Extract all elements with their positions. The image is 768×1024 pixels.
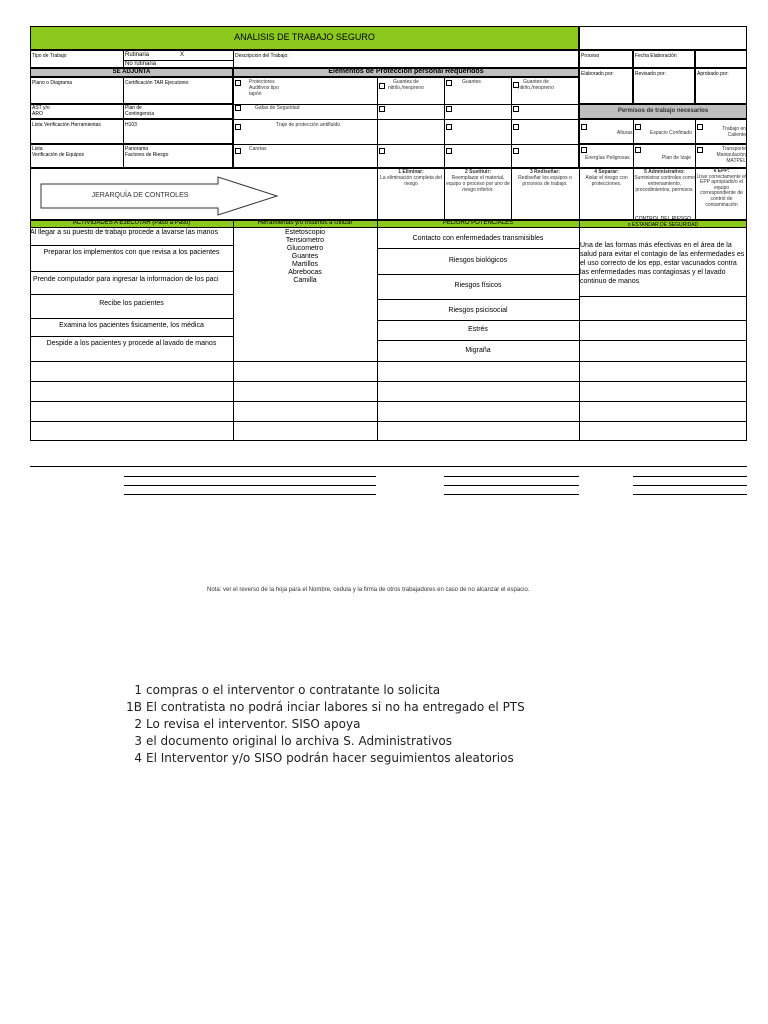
- desc-divider: [233, 50, 234, 68]
- actividades-header: ACTIVIDADES A EJECUTAR (Paso a Paso): [72, 220, 191, 226]
- redisenar-title: 3 Rediseñar:: [529, 169, 560, 175]
- act-line-1: [30, 245, 233, 246]
- guantes-nitrilo-checkbox[interactable]: [379, 83, 385, 89]
- footer-item-number: 3: [134, 734, 142, 748]
- jerarquia-separar: [580, 169, 633, 187]
- espacio-confinado-checkbox[interactable]: [635, 124, 641, 130]
- tipo-trabajo-label: Tipo de Trabajo: [32, 53, 67, 59]
- elaborado-label: Elaborado por:: [581, 71, 614, 77]
- footer-item-text: Lo revisa el interventor. SISO apoya: [146, 717, 361, 731]
- espacio-confinado-label: Espacio Confinado: [650, 130, 692, 136]
- herramienta-item: Estetoscopio: [284, 229, 326, 236]
- gafas-checkbox[interactable]: [235, 105, 241, 111]
- izaje-checkbox[interactable]: [635, 147, 641, 153]
- fecha-label: Fecha Elaboración: [635, 53, 677, 59]
- peligro-5: Estrés: [468, 326, 488, 333]
- footer-item-number: 4: [134, 751, 142, 765]
- footer-item-text: compras o el interventor o contratante lo solicita: [146, 683, 441, 697]
- act-line-8: [30, 401, 747, 402]
- control-line-3: [579, 340, 747, 341]
- se-adjunta-label: SE ADJUNTA: [112, 69, 151, 75]
- peligro-line-5: [377, 340, 579, 341]
- peligro-6: Migraña: [465, 347, 491, 354]
- peligro-3: Riesgos físicos: [454, 282, 502, 289]
- herramienta-item: Tensiometro: [285, 237, 325, 244]
- control-line-4: [579, 361, 747, 362]
- peligro-line-2: [377, 274, 579, 275]
- traje-label: Traje de protección antifluido: [276, 122, 341, 128]
- caretas-label: Caretas: [249, 146, 267, 152]
- guantes-nitrilo-2-label: Guantes de nitrilo,/neopreno: [518, 79, 554, 91]
- actividad-4: Recibe los pacientes: [99, 300, 164, 307]
- page-title: ANALISIS DE TRABAJO SEGURO: [234, 32, 375, 42]
- header-row: [30, 50, 579, 68]
- energias-checkbox[interactable]: [581, 147, 587, 153]
- izaje-label: Plan de Izaje: [662, 155, 691, 161]
- guantes-checkbox[interactable]: [446, 80, 452, 86]
- herramientas-list: [233, 229, 377, 285]
- control-header: CONTROL DEL RIESGO o ESTANDAR DE SEGURIDAD: [627, 216, 699, 228]
- herramienta-item: Guantes: [291, 253, 319, 260]
- protectores-label: Protectores Auditivos tipo tapón: [249, 79, 279, 97]
- guantes-label: Guantes: [462, 79, 481, 85]
- footer-item: [118, 750, 718, 767]
- footer-item: [118, 699, 718, 716]
- peligro-1: Contacto con enfermedades transmisibles: [412, 235, 544, 242]
- signature-line-a1: [124, 476, 376, 477]
- eliminar-title: 1 Eliminar:: [398, 169, 424, 175]
- epp-row-line-3: [233, 144, 579, 145]
- control-line-1: [579, 296, 747, 297]
- administrativo-text: Suministrar controles como entrenamiento, procedimientos, permisos.: [634, 175, 695, 193]
- signature-line-a2: [124, 485, 376, 486]
- alturas-checkbox[interactable]: [581, 124, 587, 130]
- energias-label: Energías Peligrosas: [585, 155, 630, 161]
- signature-line-b1: [444, 476, 579, 477]
- nota-text: Nota: ver el reverso de la hoja para el Nombre, cedula y la firma de otros trabajadores en caso de no alcanzar el espacio.: [207, 587, 530, 593]
- actividad-2: Preparar los implementos con que revisa a los pacientes: [43, 249, 220, 256]
- rutinaria-option[interactable]: Rutinaria: [125, 52, 150, 58]
- footer-item: [118, 733, 718, 750]
- footer-item: [118, 682, 718, 699]
- jerarquia-administrativo: [634, 169, 695, 193]
- act-line-6: [30, 361, 579, 362]
- signature-line-c3: [633, 494, 747, 495]
- caretas-checkbox[interactable]: [235, 148, 241, 154]
- epp-header-label: Elementos de Protección personal Requeridos: [328, 68, 484, 75]
- peligro-line-4: [377, 320, 579, 321]
- epp-checkbox-r4c4[interactable]: [513, 148, 519, 154]
- sustituir-text: Reemplazar el material, equipo o proceso por uno de riesgo inferior.: [446, 175, 510, 193]
- herramienta-item: Camilla: [293, 277, 317, 284]
- actividad-5: Examina los pacientes fisicamente, los médica: [59, 322, 204, 329]
- act-line-7: [30, 381, 747, 382]
- signature-baseline: [30, 466, 747, 467]
- transporte-label: Transporte Manipulación MATPEL: [716, 146, 746, 164]
- jerarquia-eliminar: [378, 169, 444, 187]
- jerarquia-label: JERARQUÍA DE CONTROLES: [91, 192, 189, 199]
- traje-checkbox[interactable]: [235, 124, 241, 130]
- footer-item-number: 1B: [126, 700, 142, 714]
- act-line-2: [30, 271, 233, 272]
- epp-checkbox-r4c2[interactable]: [379, 148, 385, 154]
- descripcion-label: Descripcion del Trabajo:: [235, 53, 289, 59]
- plan-contingencia: Plan de Contingencia: [125, 105, 155, 117]
- plano-diagrama: Plano o Diagrama: [32, 80, 73, 86]
- control-line-2: [579, 320, 747, 321]
- actividad-1: Al llegar a su puesto de trabajo procede a lavarse las manos: [30, 229, 218, 236]
- gafas-label: Gafas de Seguridad: [255, 105, 300, 111]
- revisado-label: Revisado por:: [635, 71, 666, 77]
- footer-list: [118, 682, 718, 767]
- certificacion-tar: Certificación TAR Ejecutores: [125, 80, 189, 86]
- tipo-divider: [123, 50, 124, 68]
- epp-title: 6 EPP:: [713, 168, 730, 174]
- separar-title: 4 Separar:: [594, 169, 619, 175]
- signature-line-b3: [444, 494, 579, 495]
- epp-checkbox-r2c4[interactable]: [513, 106, 519, 112]
- trabajo-caliente-label: Trabajo en Caliente: [722, 126, 746, 138]
- epp-checkbox-r2c2[interactable]: [379, 106, 385, 112]
- peligro-4: Riesgos psicisocial: [448, 307, 508, 314]
- jerarquia-epp: [696, 169, 747, 208]
- epp-checkbox-r2c3[interactable]: [446, 106, 452, 112]
- administrativo-title: 5 Administrativo:: [644, 169, 685, 175]
- peligro-line-1: [377, 248, 579, 249]
- footer-item-text: El contratista no podrá inciar labores si no ha entregado el PTS: [146, 700, 525, 714]
- lista-herramientas: Lista Verificación Herramientas: [32, 122, 101, 128]
- proceso-label: Proceso: [581, 53, 600, 59]
- act-line-5: [30, 336, 233, 337]
- peligro-line-3: [377, 299, 579, 300]
- jerarquia-sustituir: [445, 169, 511, 193]
- control-text: Una de las formas más efectivas en el área de la salud para evitar el contagio de las enfermedades es el uso correcto de los epp, estar vacunados contra las enfermedades mas contagiosas y el lavado continuo de manos: [580, 242, 745, 285]
- transporte-checkbox[interactable]: [697, 147, 703, 153]
- epp-row-line-2: [233, 119, 579, 120]
- footer-item-text: el documento original lo archiva S. Administrativos: [146, 734, 453, 748]
- act-line-3: [30, 294, 233, 295]
- alturas-label: Alturas: [617, 130, 633, 136]
- lista-equipos: Lista Verificación de Equipos: [32, 146, 84, 158]
- epp-text: Usar correctamente el EPP apropiado/o el equipo correspondiente de control de contaminación: [696, 173, 747, 208]
- adjunto-divider: [123, 77, 124, 168]
- sustituir-title: 2 Sustituir:: [464, 169, 492, 175]
- actividad-6: Despide a los pacientes y procede al lavado de manos: [46, 340, 217, 347]
- jerarquia-redisenar: [512, 169, 578, 187]
- ast-aro: AST y/o ARO: [32, 105, 50, 117]
- signature-line-a3: [124, 494, 376, 495]
- peligro-2: Riesgos biológicos: [448, 257, 508, 264]
- eliminar-text: La eliminación completa del riesgo: [380, 175, 442, 187]
- footer-item-number: 2: [134, 717, 142, 731]
- peligro-header: PELIGRO POTENCIALES: [442, 220, 514, 226]
- signature-line-c1: [633, 476, 747, 477]
- protectores-checkbox[interactable]: [235, 80, 241, 86]
- no-rutinaria-option[interactable]: No rutinaria: [125, 61, 157, 67]
- signature-line-c2: [633, 485, 747, 486]
- h103-value: H103: [125, 122, 137, 128]
- actividad-3: Prende computador para ingresar la informacion de los paci: [33, 276, 219, 283]
- footer-item-text: El Interventor y/o SISO podrán hacer seguimientos aleatorios: [146, 751, 514, 765]
- title-bar-right: [579, 26, 747, 50]
- signature-line-b2: [444, 485, 579, 486]
- act-line-9: [30, 421, 747, 422]
- epp-checkbox-r3c2[interactable]: [446, 124, 452, 130]
- footer-item-number: 1: [134, 683, 142, 697]
- trabajo-caliente-checkbox[interactable]: [697, 124, 703, 130]
- permisos-header-label: Permisos de trabajo necesarios: [617, 108, 709, 114]
- guantes-nitrilo-label: Guantes de nitrilo,/neopreno: [388, 79, 424, 91]
- epp-checkbox-r3c3[interactable]: [513, 124, 519, 130]
- fecha-value-cell: [695, 50, 747, 68]
- rutinaria-mark: X: [180, 52, 185, 58]
- panorama-riesgo: Panorama Factores de Riesgo: [125, 146, 169, 158]
- aprobado-label: Aprobado por:: [697, 71, 729, 77]
- herramienta-item: Abrebocas: [288, 269, 322, 276]
- separar-text: Aislar el riesgo con protecciones.: [585, 175, 628, 187]
- epp-checkbox-r4c3[interactable]: [446, 148, 452, 154]
- herramienta-item: Martillos: [291, 261, 319, 268]
- redisenar-text: Rediseñar los equipos o procesos de trabajo.: [518, 175, 572, 187]
- footer-item: [118, 716, 718, 733]
- herramienta-item: Glucometro: [286, 245, 324, 252]
- herramientas-header: Herramientas y/o Insumos a Utilizar: [257, 220, 353, 226]
- act-line-4: [30, 318, 233, 319]
